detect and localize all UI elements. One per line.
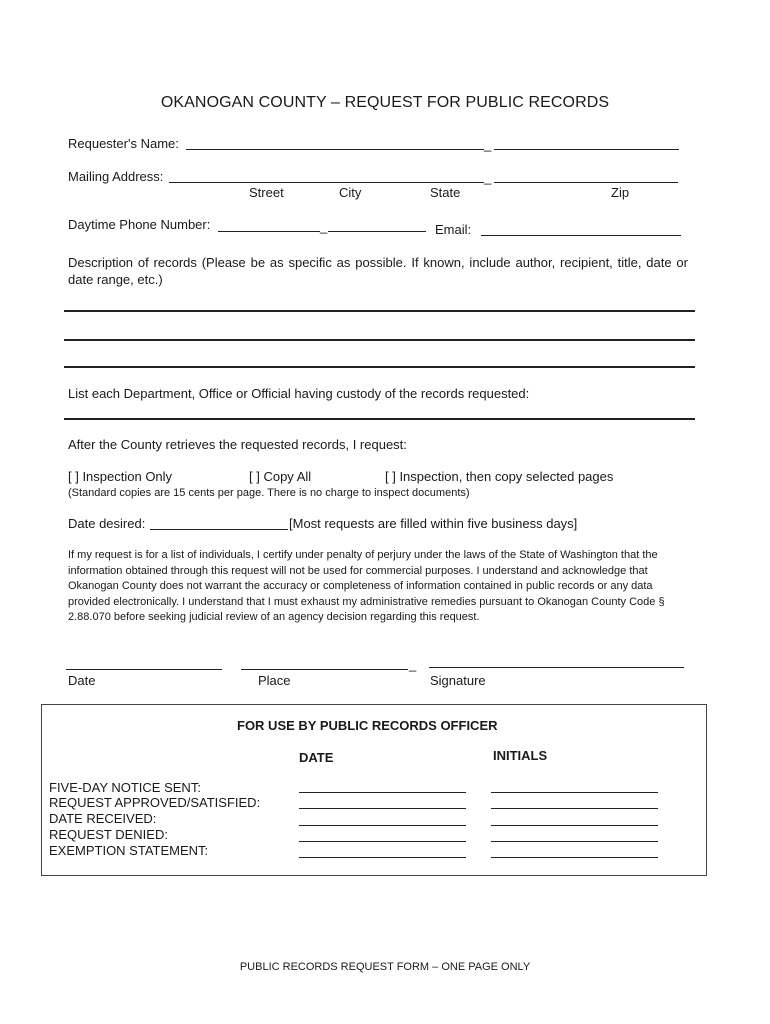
officer-initials-field[interactable]: [491, 825, 658, 826]
date-desired-field[interactable]: [150, 529, 288, 530]
requester-name-field[interactable]: [186, 149, 484, 150]
mailing-address-label: Mailing Address:: [68, 169, 164, 184]
signature-date-field[interactable]: [66, 669, 222, 670]
signature-field[interactable]: [429, 667, 684, 668]
officer-initials-field[interactable]: [491, 792, 658, 793]
officer-date-field[interactable]: [299, 825, 466, 826]
date-caption: Date: [68, 673, 96, 688]
officer-date-column: DATE: [299, 750, 334, 765]
officer-row-label: FIVE-DAY NOTICE SENT:: [49, 780, 201, 795]
copy-cost-note: (Standard copies are 15 cents per page. There is no charge to inspect documents): [68, 487, 470, 499]
officer-initials-column: INITIALS: [493, 748, 548, 763]
request-type-intro: After the County retrieves the requested records, I request:: [68, 437, 407, 452]
signature-place-field[interactable]: [241, 669, 408, 670]
date-desired-note: [Most requests are filled within five business days]: [289, 516, 578, 531]
officer-row-label: REQUEST DENIED:: [49, 827, 168, 842]
zip-caption: Zip: [611, 185, 630, 200]
officer-initials-field[interactable]: [491, 841, 658, 842]
requester-name-label: Requester's Name:: [68, 136, 179, 151]
requester-name-field-extra[interactable]: [494, 149, 679, 150]
page-title: OKANOGAN COUNTY – REQUEST FOR PUBLIC RECORDS: [160, 94, 610, 111]
mailing-address-field[interactable]: [169, 182, 484, 183]
description-line-1[interactable]: [64, 310, 695, 312]
copy-all-checkbox[interactable]: [ ] Copy All: [249, 469, 312, 484]
email-label: Email:: [435, 222, 472, 237]
officer-heading: FOR USE BY PUBLIC RECORDS OFFICER: [237, 718, 498, 733]
place-caption: Place: [258, 673, 291, 688]
officer-date-field[interactable]: [299, 857, 466, 858]
certification-statement: If my request is for a list of individuals, I certify under penalty of perjury under the laws of the State of Washington that the information obtained through this request will not be used for commercial purposes. I understand and acknowledge that Okanogan County does not warrant the accuracy or completeness of information contained in public records or any data provided electronically. I understand that I must exhaust my administrative remedies pursuant to Okanogan County Code § 2.88.070 before seeking judicial review of an agency decision regarding this request.: [68, 549, 665, 623]
mailing-address-field-extra[interactable]: [494, 182, 678, 183]
street-caption: Street: [249, 185, 284, 200]
phone-field-extra[interactable]: [328, 231, 426, 232]
officer-date-field[interactable]: [299, 808, 466, 809]
city-caption: City: [339, 185, 362, 200]
officer-initials-field[interactable]: [491, 808, 658, 809]
email-field[interactable]: [481, 235, 681, 236]
phone-label: Daytime Phone Number:: [68, 217, 211, 232]
officer-date-field[interactable]: [299, 792, 466, 793]
officer-initials-field[interactable]: [491, 857, 658, 858]
description-instructions: Description of records (Please be as specific as possible. If known, include author, recipient, title, date or date range, etc.): [68, 255, 688, 287]
officer-row-label: DATE RECEIVED:: [49, 811, 157, 826]
description-line-2[interactable]: [64, 339, 695, 341]
state-caption: State: [430, 185, 461, 200]
inspection-only-checkbox[interactable]: [ ] Inspection Only: [68, 469, 173, 484]
department-instructions: List each Department, Office or Official having custody of the records requested:: [68, 386, 530, 401]
phone-field[interactable]: [218, 231, 320, 232]
officer-date-field[interactable]: [299, 841, 466, 842]
description-line-3[interactable]: [64, 366, 695, 368]
officer-row-label: REQUEST APPROVED/SATISFIED:: [49, 795, 261, 810]
department-line[interactable]: [64, 418, 695, 420]
inspection-then-copy-checkbox[interactable]: [ ] Inspection, then copy selected pages: [385, 469, 614, 484]
date-desired-label: Date desired:: [68, 516, 146, 531]
officer-row-label: EXEMPTION STATEMENT:: [49, 843, 209, 858]
signature-caption: Signature: [430, 673, 486, 688]
page-footer: PUBLIC RECORDS REQUEST FORM – ONE PAGE ONLY: [239, 961, 531, 973]
